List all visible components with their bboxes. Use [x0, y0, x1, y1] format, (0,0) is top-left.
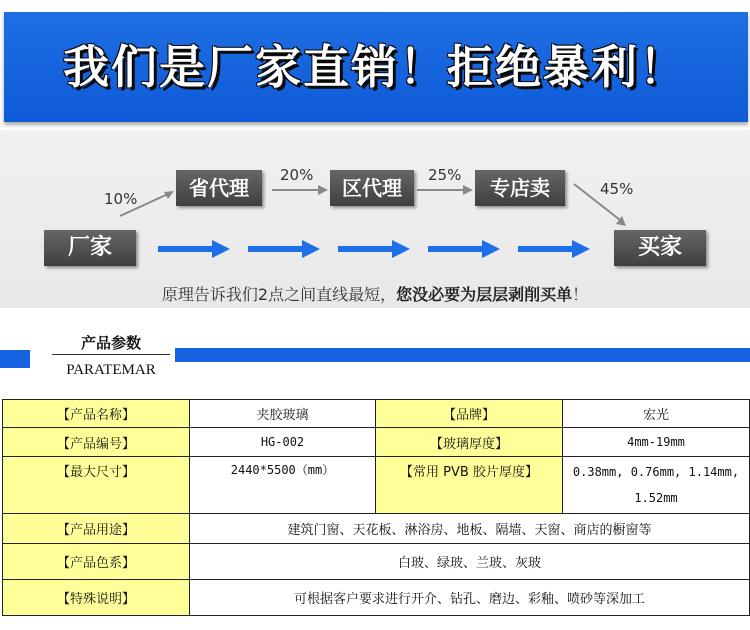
section-title: 产品参数	[80, 334, 141, 352]
slogan	[0, 282, 750, 305]
blue-arrow-icon	[248, 240, 320, 258]
spec-value: 4mm-19mm	[563, 428, 750, 457]
spec-label: 【产品用途】	[3, 514, 190, 544]
spec-table	[2, 399, 750, 616]
blue-arrow-icon	[428, 240, 500, 258]
spec-value: 白玻、绿玻、兰玻、灰玻	[190, 544, 750, 580]
manufacturer-box: 厂家	[44, 230, 136, 266]
table-row	[3, 580, 750, 616]
banner-title: 我们是厂家直销！拒绝暴利！	[63, 40, 687, 94]
slogan-end: ！	[572, 285, 589, 304]
spec-label: 【产品名称】	[3, 400, 190, 428]
percent-label: 45%	[600, 180, 634, 198]
spec-label: 【玻璃厚度】	[376, 428, 563, 457]
step-box-district: 区代理	[330, 170, 414, 206]
spec-value: 宏光	[563, 400, 750, 428]
spec-label: 【产品色系】	[3, 544, 190, 580]
table-row	[3, 514, 750, 544]
spec-label: 【产品编号】	[3, 428, 190, 457]
section-title-underline	[52, 354, 170, 355]
section-subtitle: PARATEMAR	[66, 362, 156, 378]
spec-label: 【常用 PVB 胶片厚度】	[376, 457, 563, 514]
table-row	[3, 428, 750, 457]
spec-value-line: 0.38mm, 0.76mm, 1.14mm,	[572, 465, 740, 479]
spec-value	[563, 457, 750, 514]
percent-label: 20%	[280, 166, 314, 184]
top-banner	[0, 0, 750, 130]
percent-label: 25%	[428, 166, 462, 184]
slogan-plain: 原理告诉我们2点之间直线最短，	[161, 285, 397, 304]
table-row	[3, 457, 750, 514]
percent-label: 10%	[104, 190, 138, 208]
blue-arrow-icon	[518, 240, 590, 258]
spec-value: 可根据客户要求进行开介、钻孔、磨边、彩釉、喷砂等深加工	[190, 580, 750, 616]
section-accent-bar	[0, 350, 30, 368]
spec-value-line: 1.52mm	[634, 491, 678, 505]
spec-value: 2440*5500（mm）	[190, 457, 376, 514]
spec-value: HG-002	[190, 428, 376, 457]
spec-label: 【最大尺寸】	[3, 457, 190, 514]
spec-value: 建筑门窗、天花板、淋浴房、地板、隔墙、天窗、商店的橱窗等	[190, 514, 750, 544]
slogan-bold: 您没必要为层层剥削买单	[396, 285, 573, 304]
spec-label: 【特殊说明】	[3, 580, 190, 616]
buyer-box: 买家	[614, 230, 706, 266]
table-row	[3, 400, 750, 428]
blue-arrow-icon	[158, 240, 230, 258]
step-box-store: 专店卖	[475, 170, 565, 206]
table-row	[3, 544, 750, 580]
spec-label: 【品牌】	[376, 400, 563, 428]
step-box-provincial: 省代理	[176, 170, 262, 206]
section-divider-bar	[175, 348, 750, 362]
blue-arrow-icon	[338, 240, 410, 258]
spec-value: 夹胶玻璃	[190, 400, 376, 428]
